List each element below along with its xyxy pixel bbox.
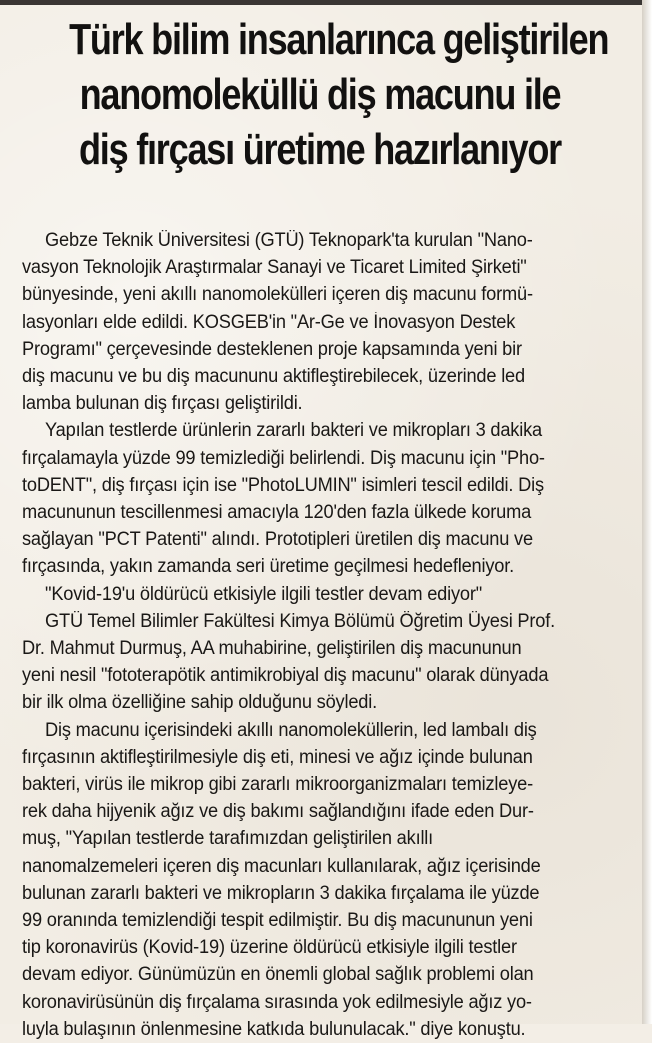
body-line: macununun tescillenmesi amacıyla 120'den fazla ülkede koruma (22, 502, 532, 524)
top-border-rule (0, 0, 652, 5)
body-line: lasyonları elde edildi. KOSGEB'in "Ar-Ge ve İnovasyon Destek (22, 311, 516, 333)
body-line: bir ilk olma özelliğine sahip olduğunu söyledi. (22, 692, 377, 714)
body-line: rek daha hijyenik ağız ve diş bakımı sağlandığını ifade eden Dur- (22, 801, 534, 823)
body-line: devam ediyor. Günümüzün en önemli global sağlık problemi olan (22, 964, 534, 986)
article-headline (69, 12, 609, 177)
body-line: Programı" çerçevesinde desteklenen proje kapsamında yeni bir (22, 338, 522, 360)
page-edge (642, 0, 652, 1024)
body-line: GTÜ Temel Bilimler Fakültesi Kimya Bölümü Öğretim Üyesi Prof. (45, 610, 555, 632)
body-line: fırçasında, yakın zamanda seri üretime geçilmesi hedefleniyor. (22, 556, 514, 578)
body-line: sağlayan "PCT Patenti" alındı. Prototipleri üretilen diş macunu ve (22, 529, 533, 551)
body-line: Yapılan testlerde ürünlerin zararlı bakteri ve mikropları 3 dakika (45, 420, 542, 442)
body-line: bünyesinde, yeni akıllı nanomolekülleri içeren diş macunu formü- (22, 284, 533, 306)
body-line: Dr. Mahmut Durmuş, AA muhabirine, geliştirilen diş macununun (22, 638, 522, 660)
body-line: Diş macunu içerisindeki akıllı nanomoleküllerin, led lambalı diş (45, 719, 537, 741)
body-line: diş macunu ve bu diş macununu aktifleştirebilecek, üzerinde led (22, 366, 525, 388)
body-line: toDENT", diş fırçası için ise "PhotoLUMIN" isimleri tescil edildi. Diş (22, 474, 544, 496)
article-body (22, 227, 642, 1043)
headline-line: nanomoleküllü diş macunu ile (79, 70, 561, 119)
body-line: fırçasının aktifleştirilmesiyle diş eti, minesi ve ağız içinde bulunan (22, 746, 533, 768)
body-line: yeni nesil "fototerapötik antimikrobiyal diş macunu" olarak dünyada (22, 665, 549, 687)
body-line: bakteri, virüs ile mikrop gibi zararlı mikroorganizmaları temizleye- (22, 774, 533, 796)
headline-line: diş fırçası üretime hazırlanıyor (78, 125, 561, 174)
body-line: luyla bulaşının önlenmesine katkıda bulunulacak." diye konuştu. (22, 1018, 526, 1040)
body-line: bulunan zararlı bakteri ve mikropların 3 dakika fırçalama ile yüzde (22, 882, 540, 904)
body-line: fırçalamayla yüzde 99 temizlediği belirlendi. Diş macunu için "Pho- (22, 447, 545, 469)
body-line: muş, "Yapılan testlerde tarafımızdan geliştirilen akıllı (22, 828, 434, 850)
body-line: nanomalzemeleri içeren diş macunları kullanılarak, ağız içerisinde (22, 855, 541, 877)
body-line: tip koronavirüs (Kovid-19) üzerine öldürücü etkisiyle ilgili testler (22, 937, 517, 959)
body-line: lamba bulunan diş fırçası geliştirildi. (22, 393, 303, 415)
body-line: vasyon Teknolojik Araştırmalar Sanayi ve Ticaret Limited Şirketi" (22, 257, 527, 279)
subheading-line: "Kovid-19'u öldürücü etkisiyle ilgili testler devam ediyor" (45, 583, 483, 605)
body-line: 99 oranında temizlendiği tespit edilmiştir. Bu diş macununun yeni (22, 910, 533, 932)
headline-line: Türk bilim insanlarınca geliştirilen (69, 15, 609, 64)
body-line: koronavirüsünün diş fırçalama sırasında yok edilmesiyle ağız yo- (22, 991, 532, 1013)
body-line: Gebze Teknik Üniversitesi (GTÜ) Teknopark'ta kurulan "Nano- (45, 230, 533, 251)
